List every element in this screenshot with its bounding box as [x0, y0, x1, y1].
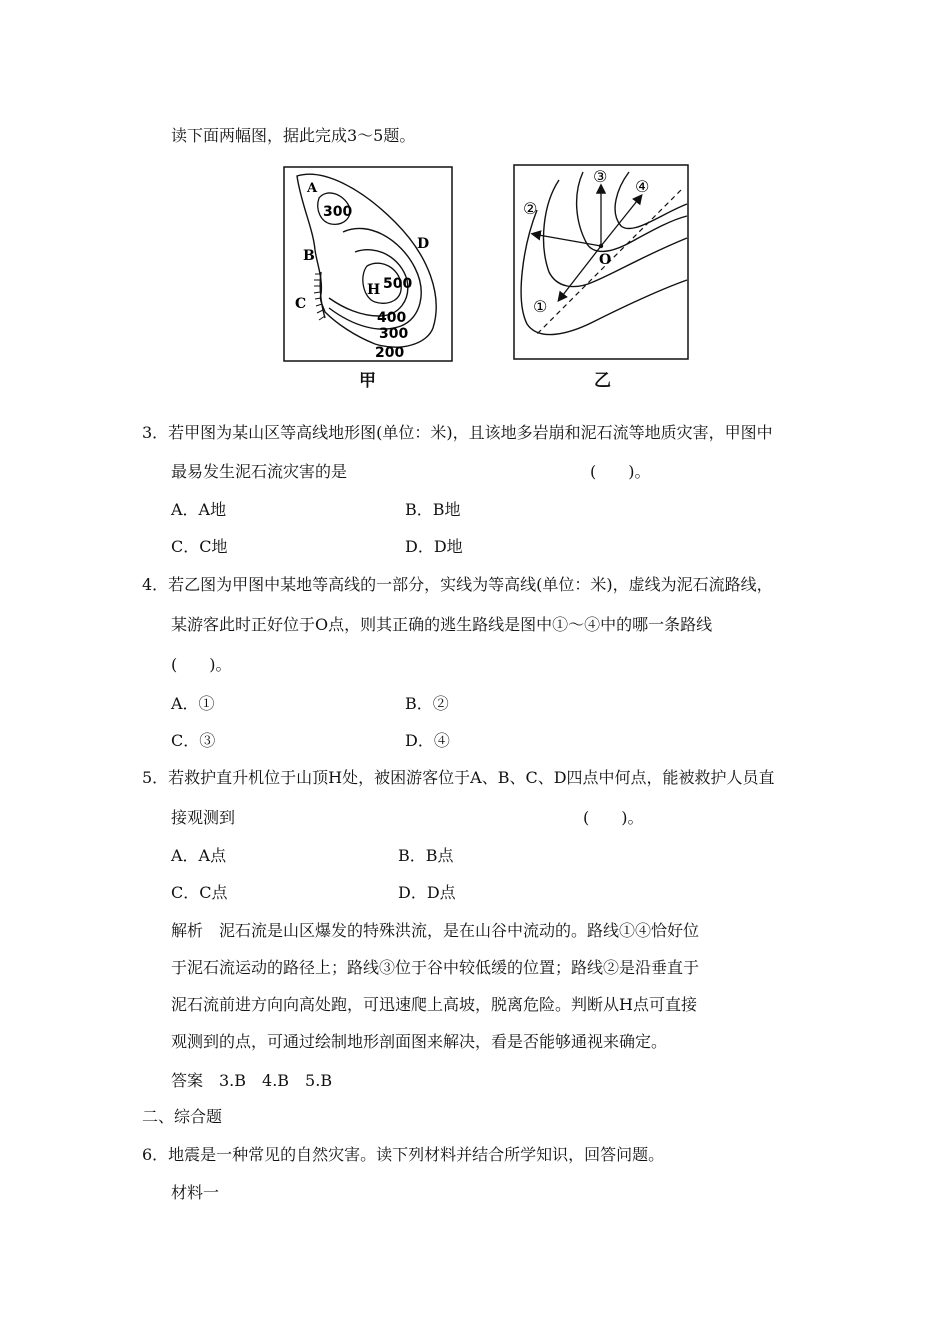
q6-line1: 6．地震是一种常见的自然灾害。读下列材料并结合所学知识，回答问题。	[142, 1145, 665, 1164]
q4-option-d: D．④	[405, 731, 450, 750]
q3-option-a: A．A地	[171, 500, 227, 519]
q4-line3: ( )。	[171, 655, 232, 674]
figure-jia	[283, 166, 453, 362]
q3-option-c: C．C地	[171, 537, 228, 556]
contour-label-400: 400	[377, 310, 407, 326]
q4-option-b: B．②	[405, 694, 449, 713]
analysis-line3: 泥石流前进方向向高处跑，可迅速爬上高坡，脱离危险。判断从H点可直接	[171, 995, 697, 1014]
q3-paren: ( )。	[590, 462, 651, 481]
route-label-3: ③	[593, 167, 608, 186]
q5-line1: 5．若救护直升机位于山顶H处，被困游客位于A、B、C、D四点中何点，能被救护人员直	[142, 768, 775, 787]
figure-yi	[513, 164, 689, 360]
contour-label-300: 300	[379, 326, 409, 342]
q5-option-d: D．D点	[398, 883, 456, 902]
label-h: H	[367, 282, 381, 298]
q5-option-b: B．B点	[398, 846, 454, 865]
label-a: A	[307, 181, 318, 196]
q3-option-d: D．D地	[405, 537, 463, 556]
q5-paren: ( )。	[583, 808, 644, 827]
q4-line1: 4．若乙图为甲图中某地等高线的一部分，实线为等高线(单位：米)，虚线为泥石流路线，	[142, 575, 773, 594]
q5-line2: 接观测到	[171, 808, 236, 827]
point-o-label: O	[599, 252, 612, 268]
route-label-2: ②	[523, 199, 538, 218]
section-heading: 二、综合题	[142, 1107, 223, 1126]
label-b: B	[303, 248, 315, 264]
contour-label-200: 200	[375, 345, 405, 361]
analysis-line2: 于泥石流运动的路径上；路线③位于谷中较低缓的位置；路线②是沿垂直于	[171, 958, 700, 977]
answer-line: 答案 3.B 4.B 5.B	[171, 1071, 333, 1090]
route-label-1: ①	[533, 297, 548, 316]
contour-label-300-top: 300	[323, 204, 353, 220]
route-label-4: ④	[635, 177, 650, 196]
label-d: D	[417, 236, 430, 252]
q3-line1: 3．若甲图为某山区等高线地形图(单位：米)，且该地多岩崩和泥石流等地质灾害，甲图中	[142, 423, 773, 442]
q4-option-c: C．③	[171, 731, 216, 750]
q3-option-b: B．B地	[405, 500, 461, 519]
analysis-line4: 观测到的点，可通过绘制地形剖面图来解决，看是否能够通视来确定。	[171, 1032, 668, 1051]
caption-yi: 乙	[594, 371, 611, 391]
q3-line2: 最易发生泥石流灾害的是	[171, 462, 348, 481]
intro-text: 读下面两幅图，据此完成3～5题。	[171, 126, 416, 145]
contour-label-500: 500	[383, 276, 413, 292]
caption-jia: 甲	[359, 371, 376, 391]
q6-material: 材料一	[171, 1183, 220, 1202]
q5-option-c: C．C点	[171, 883, 228, 902]
q5-option-a: A．A点	[171, 846, 227, 865]
label-c: C	[295, 296, 307, 312]
analysis-line1: 解析 泥石流是山区爆发的特殊洪流，是在山谷中流动的。路线①④恰好位	[171, 921, 700, 940]
q4-option-a: A．①	[171, 694, 215, 713]
q4-line2: 某游客此时正好位于O点，则其正确的逃生路线是图中①～④中的哪一条路线	[171, 615, 713, 634]
